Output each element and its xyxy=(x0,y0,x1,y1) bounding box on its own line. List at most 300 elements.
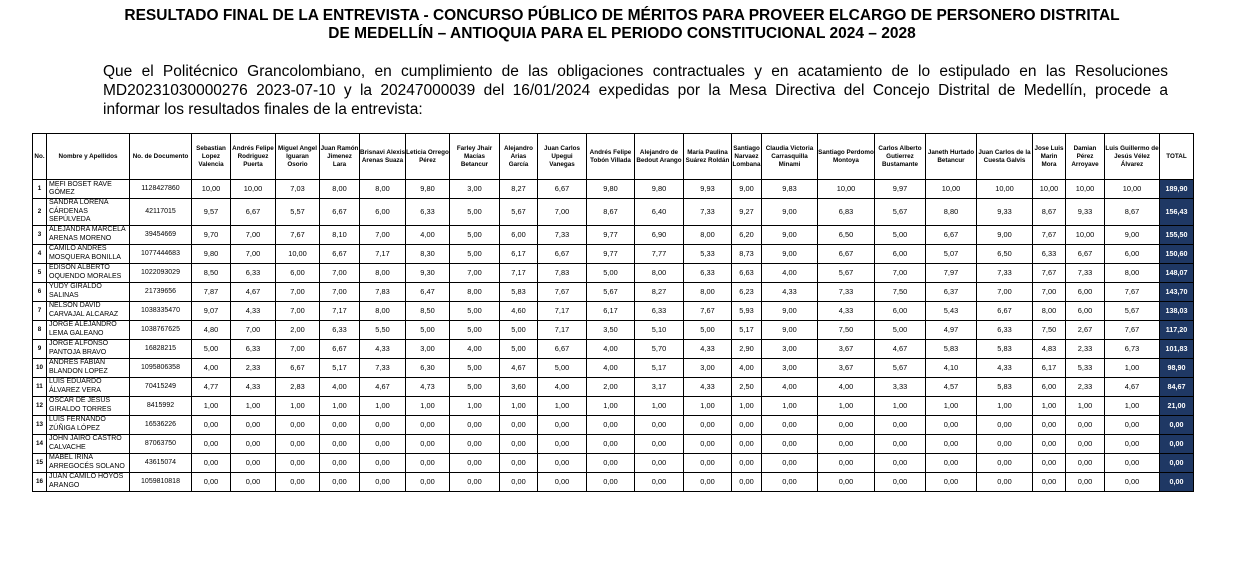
score-cell: 4,00 xyxy=(587,358,635,377)
score-cell: 7,87 xyxy=(192,282,231,301)
score-cell: 0,00 xyxy=(762,415,818,434)
score-cell: 3,00 xyxy=(406,339,450,358)
score-cell: 3,00 xyxy=(450,180,500,199)
total-cell: 0,00 xyxy=(1160,415,1194,434)
score-cell: 6,33 xyxy=(977,320,1033,339)
score-cell: 0,00 xyxy=(818,472,875,491)
score-cell: 10,00 xyxy=(1066,180,1105,199)
score-cell: 0,00 xyxy=(587,434,635,453)
table-body xyxy=(33,180,1194,492)
document-number: 21739656 xyxy=(130,282,192,301)
score-cell: 0,00 xyxy=(818,453,875,472)
total-cell: 0,00 xyxy=(1160,472,1194,491)
score-cell: 0,00 xyxy=(406,472,450,491)
score-cell: 6,00 xyxy=(276,263,320,282)
column-header: Andrés Felipe Rodriguez Puerta xyxy=(231,134,276,180)
score-cell: 6,67 xyxy=(818,244,875,263)
score-cell: 0,00 xyxy=(360,415,406,434)
score-cell: 5,00 xyxy=(406,320,450,339)
score-cell: 0,00 xyxy=(1105,415,1160,434)
table-row xyxy=(33,225,1194,244)
document-number: 16536226 xyxy=(130,415,192,434)
column-header: Santiago Perdomo Montoya xyxy=(818,134,875,180)
score-cell: 9,70 xyxy=(192,225,231,244)
score-cell: 5,83 xyxy=(977,377,1033,396)
score-cell: 6,73 xyxy=(1105,339,1160,358)
score-cell: 7,00 xyxy=(276,282,320,301)
score-cell: 4,67 xyxy=(360,377,406,396)
score-cell: 9,27 xyxy=(732,199,762,226)
score-cell: 0,00 xyxy=(977,415,1033,434)
column-header: Juan Ramón Jimenez Lara xyxy=(320,134,360,180)
column-header: Luis Guillermo de Jesús Vélez Álvarez xyxy=(1105,134,1160,180)
score-cell: 0,00 xyxy=(1066,453,1105,472)
score-cell: 4,33 xyxy=(231,301,276,320)
score-cell: 7,67 xyxy=(538,282,587,301)
score-cell: 8,00 xyxy=(684,282,732,301)
score-cell: 3,00 xyxy=(762,339,818,358)
score-cell: 0,00 xyxy=(977,472,1033,491)
score-cell: 0,00 xyxy=(192,453,231,472)
score-cell: 0,00 xyxy=(684,415,732,434)
score-cell: 6,47 xyxy=(406,282,450,301)
total-cell: 143,70 xyxy=(1160,282,1194,301)
score-cell: 5,67 xyxy=(818,263,875,282)
total-cell: 148,07 xyxy=(1160,263,1194,282)
score-cell: 8,73 xyxy=(732,244,762,263)
score-cell: 4,67 xyxy=(875,339,926,358)
row-number: 12 xyxy=(33,396,47,415)
score-cell: 0,00 xyxy=(320,415,360,434)
score-cell: 8,50 xyxy=(406,301,450,320)
candidate-name: EDISON ALBERTO OQUENDO MORALES xyxy=(47,263,130,282)
column-header: Juan Carlos de la Cuesta Galvis xyxy=(977,134,1033,180)
score-cell: 8,00 xyxy=(360,263,406,282)
score-cell: 9,00 xyxy=(732,180,762,199)
score-cell: 5,43 xyxy=(926,301,977,320)
table-header-row xyxy=(33,134,1194,180)
score-cell: 0,00 xyxy=(406,415,450,434)
score-cell: 5,50 xyxy=(360,320,406,339)
score-cell: 4,67 xyxy=(500,358,538,377)
score-cell: 4,57 xyxy=(926,377,977,396)
score-cell: 0,00 xyxy=(500,415,538,434)
score-cell: 6,33 xyxy=(1033,244,1066,263)
score-cell: 0,00 xyxy=(1105,453,1160,472)
score-cell: 9,97 xyxy=(875,180,926,199)
score-cell: 6,23 xyxy=(732,282,762,301)
intro-line-3: informar los resultados finales de la entrevista: xyxy=(103,101,423,118)
score-cell: 7,00 xyxy=(977,282,1033,301)
table-row xyxy=(33,453,1194,472)
column-header: Andrés Felipe Tobón Villada xyxy=(587,134,635,180)
score-cell: 5,00 xyxy=(450,225,500,244)
score-cell: 7,67 xyxy=(1033,263,1066,282)
intro-line-2: MD20231030000276 2023-07-10 y la 20247000039 del 16/01/2024 expedidas por la Mesa Directiva del Concejo Distrital de Medellín, procede a xyxy=(103,82,1168,99)
score-cell: 0,00 xyxy=(276,453,320,472)
total-header: TOTAL xyxy=(1160,134,1194,180)
score-cell: 6,50 xyxy=(818,225,875,244)
candidate-name: OSCAR DE JESUS GIRALDO TORRES xyxy=(47,396,130,415)
score-cell: 6,67 xyxy=(1066,244,1105,263)
score-cell: 2,67 xyxy=(1066,320,1105,339)
table-row xyxy=(33,434,1194,453)
score-cell: 0,00 xyxy=(538,453,587,472)
score-cell: 8,00 xyxy=(320,180,360,199)
candidate-name: SANDRA LORENA CÁRDENAS SEPÚLVEDA xyxy=(47,199,130,226)
total-cell: 84,67 xyxy=(1160,377,1194,396)
score-cell: 1,00 xyxy=(635,396,684,415)
title-line-2: DE MEDELLÍN – ANTIOQUIA PARA EL PERIODO CONSTITUCIONAL 2024 – 2028 xyxy=(328,25,916,42)
score-cell: 8,80 xyxy=(926,199,977,226)
score-cell: 5,00 xyxy=(192,339,231,358)
total-cell: 101,83 xyxy=(1160,339,1194,358)
candidate-name: LUIS EDUARDO ÁLVAREZ VERA xyxy=(47,377,130,396)
score-cell: 6,67 xyxy=(926,225,977,244)
score-cell: 7,00 xyxy=(231,244,276,263)
score-cell: 7,67 xyxy=(1105,320,1160,339)
score-cell: 8,00 xyxy=(684,225,732,244)
score-cell: 2,50 xyxy=(732,377,762,396)
row-number: 16 xyxy=(33,472,47,491)
table-row xyxy=(33,282,1194,301)
total-cell: 0,00 xyxy=(1160,453,1194,472)
column-header: Sebastian Lopez Valencia xyxy=(192,134,231,180)
score-cell: 6,67 xyxy=(320,244,360,263)
score-cell: 5,00 xyxy=(450,301,500,320)
score-cell: 6,67 xyxy=(276,358,320,377)
total-cell: 189,90 xyxy=(1160,180,1194,199)
row-number: 5 xyxy=(33,263,47,282)
column-header: Juan Carlos Upegui Vanegas xyxy=(538,134,587,180)
table-row xyxy=(33,199,1194,226)
score-cell: 0,00 xyxy=(875,415,926,434)
score-cell: 7,00 xyxy=(320,263,360,282)
total-cell: 21,00 xyxy=(1160,396,1194,415)
document-number: 1038335470 xyxy=(130,301,192,320)
score-cell: 5,00 xyxy=(450,320,500,339)
score-cell: 9,00 xyxy=(762,225,818,244)
score-cell: 1,00 xyxy=(1105,358,1160,377)
score-cell: 6,00 xyxy=(1105,244,1160,263)
score-cell: 0,00 xyxy=(538,434,587,453)
score-cell: 0,00 xyxy=(406,453,450,472)
score-cell: 3,00 xyxy=(762,358,818,377)
score-cell: 0,00 xyxy=(231,472,276,491)
score-cell: 9,80 xyxy=(192,244,231,263)
document-number: 70415249 xyxy=(130,377,192,396)
title-line-1: RESULTADO FINAL DE LA ENTREVISTA - CONCURSO PÚBLICO DE MÉRITOS PARA PROVEER ELCARGO DE PERSONERO DISTRITAL xyxy=(124,7,1120,24)
score-cell: 6,17 xyxy=(500,244,538,263)
candidate-name: ANDRES FABIAN BLANDON LOPEZ xyxy=(47,358,130,377)
score-cell: 8,00 xyxy=(450,282,500,301)
score-cell: 0,00 xyxy=(276,415,320,434)
score-cell: 9,00 xyxy=(762,301,818,320)
score-cell: 6,67 xyxy=(538,180,587,199)
column-header: No. xyxy=(33,134,47,180)
row-number: 6 xyxy=(33,282,47,301)
score-cell: 6,63 xyxy=(732,263,762,282)
score-cell: 1,00 xyxy=(192,396,231,415)
score-cell: 4,00 xyxy=(320,377,360,396)
score-cell: 9,00 xyxy=(762,244,818,263)
score-cell: 2,00 xyxy=(587,377,635,396)
document-number: 43615074 xyxy=(130,453,192,472)
score-cell: 6,33 xyxy=(231,339,276,358)
score-cell: 6,00 xyxy=(875,301,926,320)
score-cell: 0,00 xyxy=(732,453,762,472)
score-cell: 7,83 xyxy=(360,282,406,301)
score-cell: 6,17 xyxy=(1033,358,1066,377)
score-cell: 0,00 xyxy=(276,472,320,491)
score-cell: 2,33 xyxy=(1066,377,1105,396)
score-cell: 9,00 xyxy=(762,320,818,339)
document-number: 8415992 xyxy=(130,396,192,415)
document-number: 42117015 xyxy=(130,199,192,226)
score-cell: 0,00 xyxy=(360,453,406,472)
score-cell: 5,67 xyxy=(500,199,538,226)
score-cell: 5,57 xyxy=(276,199,320,226)
score-cell: 6,33 xyxy=(406,199,450,226)
score-cell: 0,00 xyxy=(875,472,926,491)
score-cell: 4,00 xyxy=(587,339,635,358)
score-cell: 5,33 xyxy=(1066,358,1105,377)
document-number: 87063750 xyxy=(130,434,192,453)
score-cell: 4,00 xyxy=(762,263,818,282)
column-header: Leticia Orrego Pérez xyxy=(406,134,450,180)
total-cell: 0,00 xyxy=(1160,434,1194,453)
score-cell: 0,00 xyxy=(762,472,818,491)
score-cell: 2,00 xyxy=(276,320,320,339)
row-number: 4 xyxy=(33,244,47,263)
column-header: Janeth Hurtado Betancur xyxy=(926,134,977,180)
score-cell: 4,77 xyxy=(192,377,231,396)
score-cell: 5,70 xyxy=(635,339,684,358)
score-cell: 5,00 xyxy=(684,320,732,339)
score-cell: 7,50 xyxy=(818,320,875,339)
score-cell: 5,17 xyxy=(732,320,762,339)
score-cell: 6,67 xyxy=(320,339,360,358)
score-cell: 4,00 xyxy=(818,377,875,396)
score-cell: 5,67 xyxy=(875,358,926,377)
score-cell: 5,00 xyxy=(450,244,500,263)
document-number: 1059810818 xyxy=(130,472,192,491)
score-cell: 4,97 xyxy=(926,320,977,339)
score-cell: 0,00 xyxy=(762,434,818,453)
score-cell: 9,33 xyxy=(1066,199,1105,226)
score-cell: 4,00 xyxy=(450,339,500,358)
row-number: 10 xyxy=(33,358,47,377)
candidate-name: MABEL IRINA ARREGOCÉS SOLANO xyxy=(47,453,130,472)
score-cell: 0,00 xyxy=(926,453,977,472)
score-cell: 8,67 xyxy=(1033,199,1066,226)
score-cell: 0,00 xyxy=(192,472,231,491)
score-cell: 5,00 xyxy=(587,263,635,282)
score-cell: 7,33 xyxy=(977,263,1033,282)
column-header: Brisnavi Alexis Arenas Suaza xyxy=(360,134,406,180)
document-title xyxy=(0,7,1244,43)
score-cell: 8,67 xyxy=(587,199,635,226)
score-cell: 7,50 xyxy=(875,282,926,301)
score-cell: 0,00 xyxy=(926,434,977,453)
score-cell: 0,00 xyxy=(732,472,762,491)
score-cell: 6,33 xyxy=(684,263,732,282)
score-cell: 6,30 xyxy=(406,358,450,377)
score-cell: 3,67 xyxy=(818,339,875,358)
score-cell: 1,00 xyxy=(762,396,818,415)
column-header: María Paulina Suárez Roldán xyxy=(684,134,732,180)
score-cell: 4,73 xyxy=(406,377,450,396)
score-cell: 7,67 xyxy=(1033,225,1066,244)
score-cell: 0,00 xyxy=(587,415,635,434)
candidate-name: JORGE ALEJANDRO LEMA GALEANO xyxy=(47,320,130,339)
score-cell: 0,00 xyxy=(977,434,1033,453)
score-cell: 7,33 xyxy=(538,225,587,244)
intro-paragraph xyxy=(103,62,1168,119)
score-cell: 9,00 xyxy=(762,199,818,226)
score-cell: 8,27 xyxy=(500,180,538,199)
score-cell: 0,00 xyxy=(538,415,587,434)
column-header: Jose Luis Marin Mora xyxy=(1033,134,1066,180)
candidate-name: YUDY GIRALDO SALINAS xyxy=(47,282,130,301)
score-cell: 0,00 xyxy=(1033,453,1066,472)
score-cell: 1,00 xyxy=(538,396,587,415)
total-cell: 138,03 xyxy=(1160,301,1194,320)
intro-line-1: Que el Politécnico Grancolombiano, en cumplimiento de las obligaciones contractuales y en acatamiento de lo estipulado en las Resoluciones xyxy=(103,63,1168,80)
column-header: Claudia Victoria Carrasquilla Minami xyxy=(762,134,818,180)
score-cell: 0,00 xyxy=(684,453,732,472)
score-cell: 7,17 xyxy=(360,244,406,263)
score-cell: 0,00 xyxy=(500,472,538,491)
score-cell: 0,00 xyxy=(1066,415,1105,434)
score-cell: 9,77 xyxy=(587,225,635,244)
score-cell: 0,00 xyxy=(276,434,320,453)
score-cell: 8,10 xyxy=(320,225,360,244)
table-row xyxy=(33,263,1194,282)
score-cell: 7,67 xyxy=(1105,282,1160,301)
score-cell: 7,00 xyxy=(320,282,360,301)
row-number: 2 xyxy=(33,199,47,226)
score-cell: 0,00 xyxy=(192,415,231,434)
score-cell: 0,00 xyxy=(320,453,360,472)
score-cell: 10,00 xyxy=(977,180,1033,199)
score-cell: 7,67 xyxy=(276,225,320,244)
score-cell: 8,00 xyxy=(360,180,406,199)
score-cell: 6,37 xyxy=(926,282,977,301)
score-cell: 0,00 xyxy=(500,453,538,472)
score-cell: 5,67 xyxy=(587,282,635,301)
score-cell: 8,00 xyxy=(360,301,406,320)
row-number: 1 xyxy=(33,180,47,199)
table-row xyxy=(33,320,1194,339)
score-cell: 8,67 xyxy=(1105,199,1160,226)
table-row xyxy=(33,339,1194,358)
score-cell: 6,20 xyxy=(732,225,762,244)
column-header: Nombre y Apellidos xyxy=(47,134,130,180)
score-cell: 6,33 xyxy=(635,301,684,320)
score-cell: 3,67 xyxy=(818,358,875,377)
score-cell: 4,83 xyxy=(1033,339,1066,358)
score-cell: 0,00 xyxy=(587,472,635,491)
score-cell: 6,00 xyxy=(875,244,926,263)
score-cell: 1,00 xyxy=(926,396,977,415)
score-cell: 0,00 xyxy=(1033,434,1066,453)
score-cell: 0,00 xyxy=(635,472,684,491)
score-cell: 10,00 xyxy=(231,180,276,199)
score-cell: 9,80 xyxy=(406,180,450,199)
score-cell: 3,33 xyxy=(875,377,926,396)
score-cell: 9,93 xyxy=(684,180,732,199)
score-cell: 10,00 xyxy=(276,244,320,263)
score-cell: 10,00 xyxy=(1066,225,1105,244)
score-cell: 6,33 xyxy=(231,263,276,282)
score-cell: 0,00 xyxy=(684,434,732,453)
score-cell: 7,33 xyxy=(1066,263,1105,282)
score-cell: 5,00 xyxy=(450,199,500,226)
score-cell: 7,17 xyxy=(320,301,360,320)
score-cell: 1,00 xyxy=(450,396,500,415)
score-cell: 1,00 xyxy=(818,396,875,415)
score-cell: 6,67 xyxy=(538,244,587,263)
score-cell: 1,00 xyxy=(500,396,538,415)
score-cell: 7,33 xyxy=(818,282,875,301)
table-row xyxy=(33,180,1194,199)
score-cell: 6,67 xyxy=(538,339,587,358)
total-cell: 156,43 xyxy=(1160,199,1194,226)
score-cell: 6,90 xyxy=(635,225,684,244)
score-cell: 1,00 xyxy=(1066,396,1105,415)
candidate-name: LUIS FERNANDO ZÚÑIGA LÓPEZ xyxy=(47,415,130,434)
score-cell: 1,00 xyxy=(587,396,635,415)
row-number: 14 xyxy=(33,434,47,453)
score-cell: 7,67 xyxy=(684,301,732,320)
score-cell: 7,03 xyxy=(276,180,320,199)
score-cell: 0,00 xyxy=(587,453,635,472)
score-cell: 0,00 xyxy=(231,453,276,472)
score-cell: 4,67 xyxy=(1105,377,1160,396)
score-cell: 0,00 xyxy=(360,434,406,453)
score-cell: 1,00 xyxy=(1105,396,1160,415)
score-cell: 4,60 xyxy=(500,301,538,320)
score-cell: 0,00 xyxy=(818,415,875,434)
score-cell: 0,00 xyxy=(406,434,450,453)
candidate-name: NELSON DAVID CARVAJAL ALCARAZ xyxy=(47,301,130,320)
score-cell: 0,00 xyxy=(320,472,360,491)
score-cell: 7,17 xyxy=(500,263,538,282)
candidate-name: JUAN CAMILO HOYOS ARANGO xyxy=(47,472,130,491)
table-row xyxy=(33,377,1194,396)
score-cell: 9,00 xyxy=(977,225,1033,244)
score-cell: 0,00 xyxy=(450,453,500,472)
column-header: Miguel Angel Iguaran Osorio xyxy=(276,134,320,180)
score-cell: 10,00 xyxy=(192,180,231,199)
score-cell: 0,00 xyxy=(450,415,500,434)
score-cell: 4,33 xyxy=(231,377,276,396)
score-cell: 0,00 xyxy=(732,434,762,453)
score-cell: 6,67 xyxy=(231,199,276,226)
score-cell: 8,00 xyxy=(635,263,684,282)
candidate-name: MEFI BOSET RAVE GÓMEZ xyxy=(47,180,130,199)
score-cell: 6,67 xyxy=(977,301,1033,320)
score-cell: 9,80 xyxy=(635,180,684,199)
score-cell: 0,00 xyxy=(1033,472,1066,491)
score-cell: 7,00 xyxy=(538,199,587,226)
score-cell: 4,33 xyxy=(684,339,732,358)
score-cell: 4,00 xyxy=(732,358,762,377)
score-cell: 5,00 xyxy=(450,358,500,377)
score-cell: 0,00 xyxy=(1033,415,1066,434)
score-cell: 0,00 xyxy=(818,434,875,453)
